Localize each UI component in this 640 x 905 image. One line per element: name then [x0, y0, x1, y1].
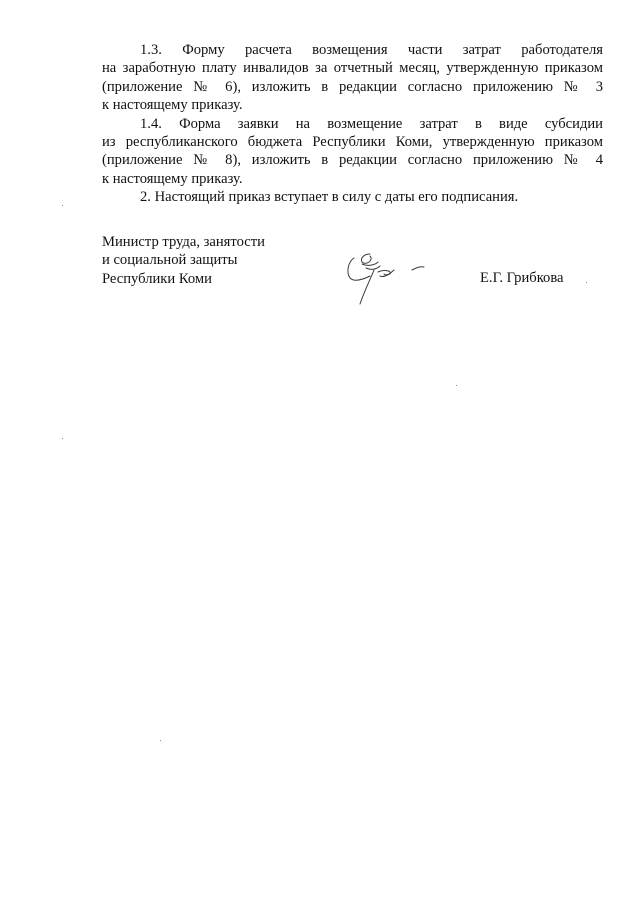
- text-line: (приложение № 8), изложить в редакции согласно приложению № 4: [102, 152, 603, 169]
- text-line: 2. Настоящий приказ вступает в силу с даты его подписания.: [140, 189, 519, 206]
- document-body: [102, 41, 603, 207]
- scan-speck: [62, 205, 63, 206]
- text-line: на заработную плату инвалидов за отчетный месяц, утвержденную приказом: [102, 60, 603, 77]
- text-line: к настоящему приказу.: [102, 170, 243, 187]
- scan-speck: [160, 740, 161, 741]
- scan-speck: [62, 438, 63, 439]
- text-line: 1.3. Форму расчета возмещения части затрат работодателя: [140, 42, 603, 58]
- signer-name: Е.Г. Грибкова: [480, 270, 564, 286]
- position-line: и социальной защиты: [102, 252, 238, 269]
- scan-speck: [456, 385, 457, 386]
- position-line: Министр труда, занятости: [102, 234, 265, 250]
- text-line: (приложение № 6), изложить в редакции согласно приложению № 3: [102, 78, 603, 95]
- text-line: 1.4. Форма заявки на возмещение затрат в виде субсидии: [140, 115, 603, 132]
- handwritten-signature: [340, 248, 430, 308]
- scan-speck: [586, 282, 587, 283]
- paragraph-2: [102, 188, 603, 206]
- text-line: из республиканского бюджета Республики Коми, утвержденную приказом: [102, 134, 603, 151]
- paragraph-1-4: [102, 115, 603, 189]
- position-line: Республики Коми: [102, 270, 212, 287]
- paragraph-1-3: [102, 41, 603, 115]
- text-line: к настоящему приказу.: [102, 97, 243, 114]
- signer-position: [102, 233, 265, 288]
